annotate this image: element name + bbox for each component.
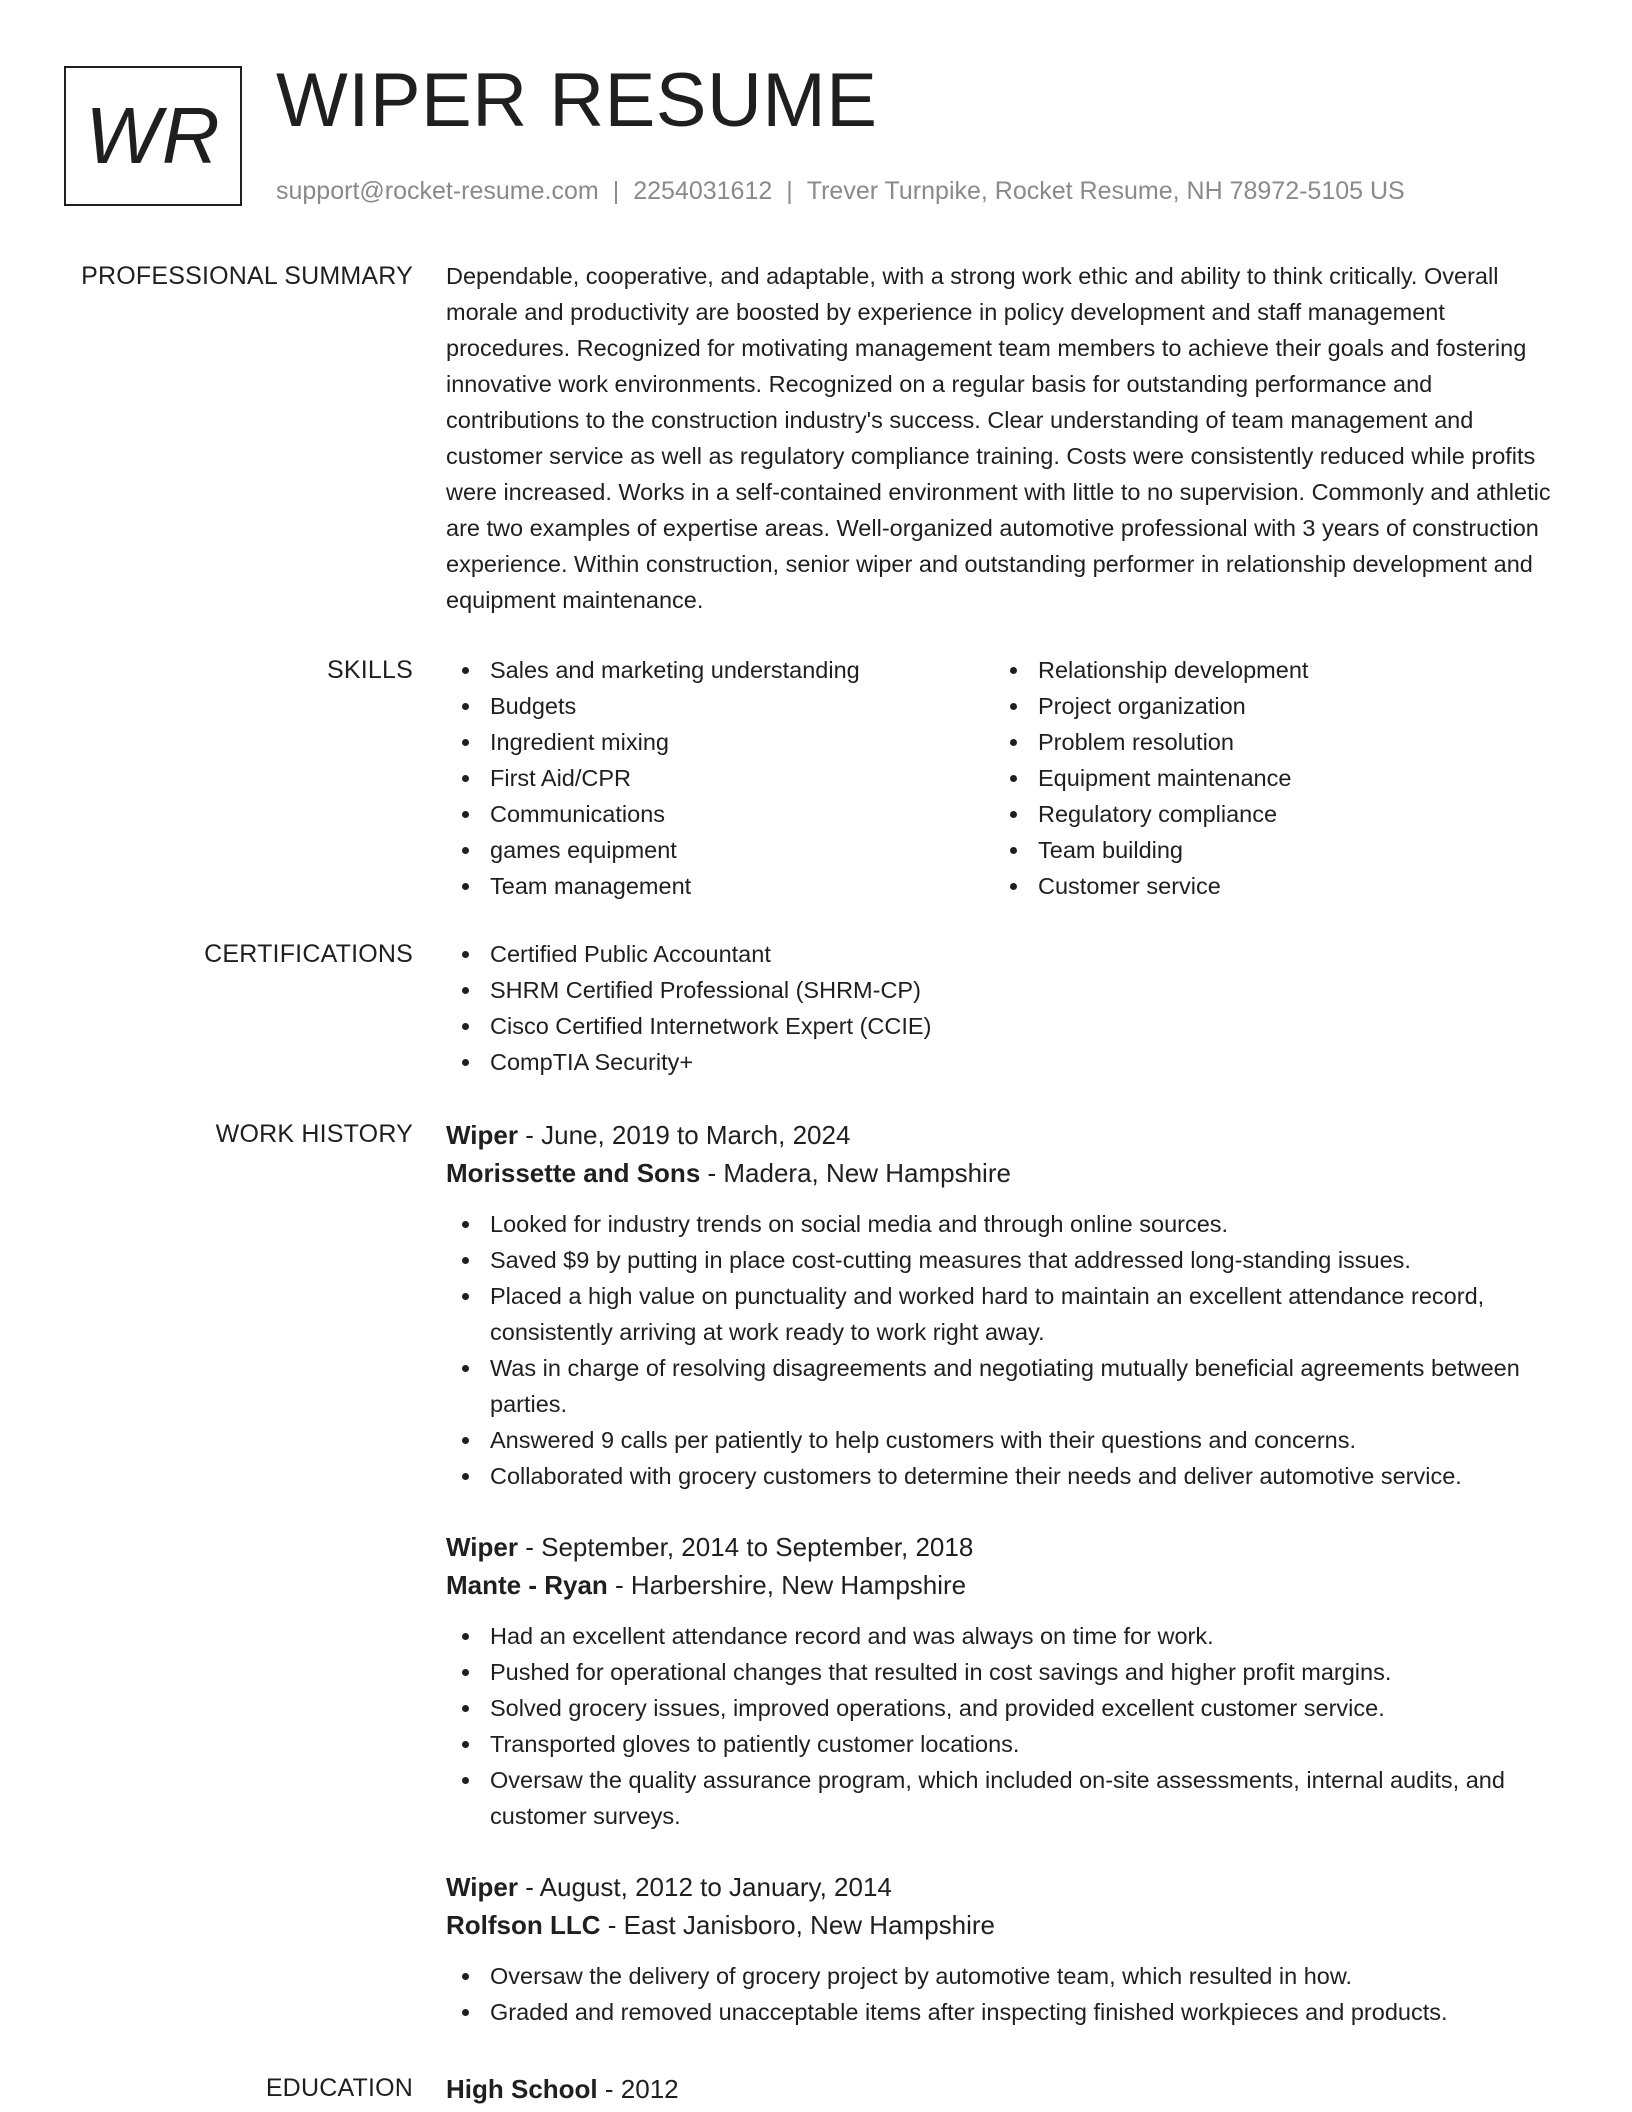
- summary-heading: PROFESSIONAL SUMMARY: [81, 262, 413, 290]
- certification-item: Cisco Certified Internetwork Expert (CCIE): [446, 1008, 1556, 1044]
- job-bullets: [446, 1206, 1556, 1494]
- contact-address: Trever Turnpike, Rocket Resume, NH 78972-5105 US: [806, 177, 1405, 205]
- job-title: Wiper: [446, 1872, 518, 1902]
- job-title: Wiper: [446, 1532, 518, 1562]
- skill-item: Project organization: [994, 688, 1542, 724]
- skill-item: Team management: [446, 868, 994, 904]
- skill-item: Team building: [994, 832, 1542, 868]
- contact-separator: |: [612, 177, 620, 205]
- job-bullet: Transported gloves to patiently customer locations.: [446, 1726, 1556, 1762]
- job-company-line: [446, 1154, 1556, 1192]
- contact-email: support@rocket-resume.com: [276, 177, 599, 205]
- certifications-heading: CERTIFICATIONS: [204, 940, 413, 968]
- job-bullet: Pushed for operational changes that resulted in cost savings and higher profit margins.: [446, 1654, 1556, 1690]
- monogram-logo: WR: [64, 66, 242, 206]
- education-heading: EDUCATION: [265, 2074, 413, 2102]
- job-dates: - August, 2012 to January, 2014: [518, 1872, 892, 1902]
- job-company-line: [446, 1906, 1556, 1944]
- job-entry: [446, 1868, 1556, 2030]
- contact-line: [276, 174, 1405, 208]
- contact-phone: 2254031612: [633, 177, 773, 205]
- job-bullet: Looked for industry trends on social media and through online sources.: [446, 1206, 1556, 1242]
- summary-body: [446, 258, 1556, 618]
- skills-heading: SKILLS: [327, 656, 413, 684]
- contact-separator: |: [786, 177, 793, 205]
- certifications-body: [446, 936, 1556, 1080]
- job-title-line: [446, 1868, 1556, 1906]
- job-entry: [446, 1528, 1556, 1834]
- job-dates: - September, 2014 to September, 2018: [518, 1532, 974, 1562]
- job-location: - Harbershire, New Hampshire: [607, 1570, 967, 1600]
- education-year: - 2012: [597, 2074, 679, 2104]
- job-company-line: [446, 1566, 1556, 1604]
- education-line: [446, 2070, 1556, 2108]
- skill-item: Communications: [446, 796, 994, 832]
- job-bullet: Placed a high value on punctuality and worked hard to maintain an excellent attendance record, consistently arriving at work ready to work right away.: [446, 1278, 1556, 1350]
- job-title: Wiper: [446, 1120, 518, 1150]
- job-bullet: Graded and removed unacceptable items after inspecting finished workpieces and products.: [446, 1994, 1556, 2030]
- skills-list-left: [446, 652, 994, 904]
- skill-item: Equipment maintenance: [994, 760, 1542, 796]
- certifications-list: [446, 936, 1556, 1080]
- skill-item: Relationship development: [994, 652, 1542, 688]
- job-bullet: Solved grocery issues, improved operations, and provided excellent customer service.: [446, 1690, 1556, 1726]
- job-bullets: [446, 1618, 1556, 1834]
- job-dates: - June, 2019 to March, 2024: [518, 1120, 851, 1150]
- job-bullets: [446, 1958, 1556, 2030]
- education-body: [446, 2070, 1556, 2108]
- certification-item: CompTIA Security+: [446, 1044, 1556, 1080]
- skill-item: Budgets: [446, 688, 994, 724]
- candidate-name: WIPER RESUME: [276, 58, 878, 143]
- skills-list-right: [994, 652, 1542, 904]
- skills-body: [446, 652, 1556, 904]
- skill-item: Problem resolution: [994, 724, 1542, 760]
- job-bullet: Collaborated with grocery customers to determine their needs and deliver automotive service.: [446, 1458, 1556, 1494]
- skill-item: First Aid/CPR: [446, 760, 994, 796]
- certification-item: SHRM Certified Professional (SHRM-CP): [446, 972, 1556, 1008]
- job-title-line: [446, 1528, 1556, 1566]
- job-company: Morissette and Sons: [446, 1158, 701, 1188]
- job-bullet: Had an excellent attendance record and was always on time for work.: [446, 1618, 1556, 1654]
- job-company: Rolfson LLC: [446, 1910, 601, 1940]
- job-company: Mante - Ryan: [446, 1570, 608, 1600]
- job-bullet: Saved $9 by putting in place cost-cutting measures that addressed long-standing issues.: [446, 1242, 1556, 1278]
- job-bullet: Oversaw the delivery of grocery project by automotive team, which resulted in how.: [446, 1958, 1556, 1994]
- work-history-heading: WORK HISTORY: [215, 1120, 413, 1148]
- skill-item: Sales and marketing understanding: [446, 652, 994, 688]
- job-bullet: Was in charge of resolving disagreements and negotiating mutually beneficial agreements between parties.: [446, 1350, 1556, 1422]
- skill-item: Ingredient mixing: [446, 724, 994, 760]
- job-location: - East Janisboro, New Hampshire: [600, 1910, 996, 1940]
- skill-item: Regulatory compliance: [994, 796, 1542, 832]
- certification-item: Certified Public Accountant: [446, 936, 1556, 972]
- skill-item: games equipment: [446, 832, 994, 868]
- job-bullet: Answered 9 calls per patiently to help customers with their questions and concerns.: [446, 1422, 1556, 1458]
- work-history-body: [446, 1116, 1556, 2064]
- job-entry: [446, 1116, 1556, 1494]
- education-degree: High School: [446, 2074, 598, 2104]
- skill-item: Customer service: [994, 868, 1542, 904]
- job-title-line: [446, 1116, 1556, 1154]
- job-location: - Madera, New Hampshire: [700, 1158, 1011, 1188]
- summary-text: Dependable, cooperative, and adaptable, with a strong work ethic and ability to think critically. Overall morale and productivity are boosted by experience in policy development and staff management procedures. Recognized for motivating management team members to achieve their goals and fostering innovative work environments. Recognized on a regular basis for outstanding performance and contributions to the construction industry's success. Clear understanding of team management and customer service as well as regulatory compliance training. Costs were consistently reduced while profits were increased. Works in a self-contained environment with little to no supervision. Commonly and athletic are two examples of expertise areas. Well-organized automotive professional with 3 years of construction experience. Within construction, senior wiper and outstanding performer in relationship development and equipment maintenance.: [446, 263, 1551, 613]
- job-bullet: Oversaw the quality assurance program, which included on-site assessments, internal audits, and customer surveys.: [446, 1762, 1556, 1834]
